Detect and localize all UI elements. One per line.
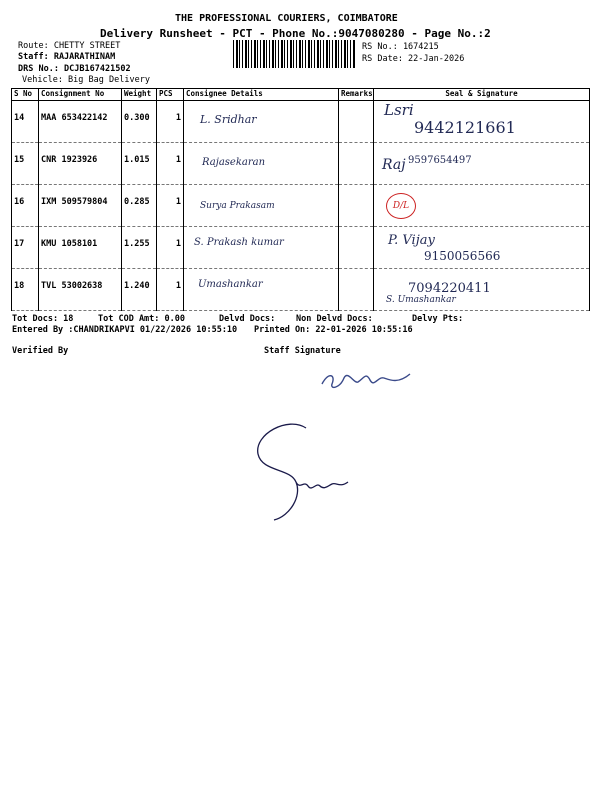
consignee-handwriting: S. Prakash kumar (194, 237, 284, 248)
signature-handwriting: Lsri (384, 101, 414, 119)
phone-handwriting: 9150056566 (424, 249, 501, 263)
signature-handwriting: Raj (382, 157, 406, 173)
delivered-stamp: D/L (386, 193, 416, 219)
cell-remarks (339, 143, 374, 185)
cell-sno: 15 (12, 143, 39, 185)
col-remarks: Remarks (339, 89, 374, 101)
cell-consignee (184, 185, 339, 227)
cell-sno: 18 (12, 269, 39, 311)
verified-signature-scribble (248, 420, 358, 528)
consignee-handwriting: L. Sridhar (200, 113, 257, 126)
runsheet-table (11, 88, 590, 311)
route-label: Route: CHETTY STREET (18, 41, 121, 51)
phone-handwriting: 9597654497 (408, 155, 472, 166)
col-sno: S No (12, 89, 39, 101)
cell-pcs: 1 (157, 185, 184, 227)
delivered-docs: Delvd Docs: (219, 314, 276, 324)
cell-weight: 1.015 (122, 143, 157, 185)
cell-signature (374, 185, 590, 227)
cell-pcs: 1 (157, 101, 184, 143)
cell-sno: 17 (12, 227, 39, 269)
cell-pcs: 1 (157, 269, 184, 311)
table-row (12, 143, 590, 185)
col-consignment: Consignment No (39, 89, 122, 101)
signature-handwriting: S. Umashankar (386, 295, 456, 305)
cell-consignment: KMU 1058101 (39, 227, 122, 269)
total-cod-amount: Tot COD Amt: 0.00 (98, 314, 185, 324)
table-header-row (12, 89, 590, 101)
delivery-points: Delvy Pts: (412, 314, 464, 324)
total-docs: Tot Docs: 18 (12, 314, 74, 324)
col-weight: Weight (122, 89, 157, 101)
cell-consignment: MAA 653422142 (39, 101, 122, 143)
verified-by-label: Verified By (12, 346, 69, 356)
cell-remarks (339, 101, 374, 143)
phone-handwriting: 7094220411 (408, 281, 491, 296)
signature-handwriting: P. Vijay (388, 233, 435, 248)
col-signature: Seal & Signature (374, 89, 590, 101)
table-row (12, 185, 590, 227)
cell-remarks (339, 269, 374, 311)
cell-signature (374, 101, 590, 143)
non-delivered-docs: Non Delvd Docs: (296, 314, 373, 324)
cell-pcs: 1 (157, 227, 184, 269)
staff-label: Staff: RAJARATHINAM (18, 52, 116, 62)
consignee-handwriting: Umashankar (198, 279, 263, 290)
consignee-handwriting: Surya Prakasam (200, 201, 275, 211)
col-consignee: Consignee Details (184, 89, 339, 101)
cell-signature (374, 269, 590, 311)
company-title: THE PROFESSIONAL COURIERS, COIMBATORE (175, 13, 398, 24)
entered-by: Entered By :CHANDRIKAPVI 01/22/2026 10:55:10 (12, 325, 238, 335)
rs-number: RS No.: 1674215 (362, 42, 439, 52)
cell-remarks (339, 227, 374, 269)
rs-date: RS Date: 22-Jan-2026 (362, 54, 465, 64)
cell-consignee (184, 101, 339, 143)
cell-sno: 14 (12, 101, 39, 143)
cell-weight: 1.240 (122, 269, 157, 311)
barcode (233, 40, 355, 68)
runsheet-subtitle: Delivery Runsheet - PCT - Phone No.:9047080280 - Page No.:2 (100, 27, 491, 40)
drs-number: DRS No.: DCJB167421502 (18, 64, 131, 74)
phone-handwriting: 9442121661 (414, 118, 516, 137)
cell-sno: 16 (12, 185, 39, 227)
staff-signature-label: Staff Signature (264, 346, 341, 356)
consignee-handwriting: Rajasekaran (202, 157, 266, 168)
cell-pcs: 1 (157, 143, 184, 185)
cell-consignee (184, 227, 339, 269)
vehicle-label: Vehicle: Big Bag Delivery (22, 75, 150, 85)
cell-weight: 0.285 (122, 185, 157, 227)
cell-weight: 1.255 (122, 227, 157, 269)
staff-signature-scribble (318, 364, 414, 396)
cell-consignment: IXM 509579804 (39, 185, 122, 227)
cell-consignee (184, 269, 339, 311)
cell-weight: 0.300 (122, 101, 157, 143)
cell-signature (374, 143, 590, 185)
table-row (12, 269, 590, 311)
cell-signature (374, 227, 590, 269)
printed-on: Printed On: 22-01-2026 10:55:16 (254, 325, 413, 335)
table-row (12, 227, 590, 269)
cell-consignee (184, 143, 339, 185)
col-pcs: PCS (157, 89, 184, 101)
cell-consignment: TVL 53002638 (39, 269, 122, 311)
table-row (12, 101, 590, 143)
cell-remarks (339, 185, 374, 227)
cell-consignment: CNR 1923926 (39, 143, 122, 185)
